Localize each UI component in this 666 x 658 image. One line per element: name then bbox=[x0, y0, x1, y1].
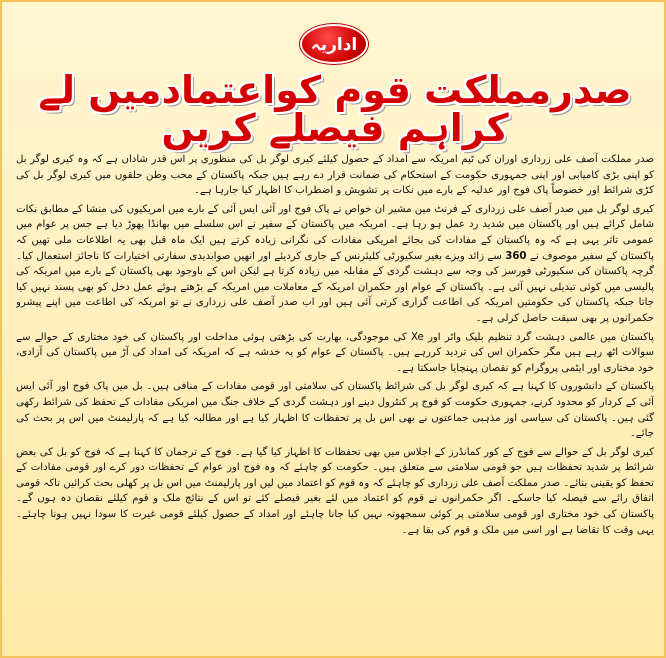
editorial-headline: صدرمملکت قوم کواعتمادمیں لے کراہم فیصلے کریں bbox=[38, 68, 632, 150]
paragraph: کیری لوگر بل کے حوالے سے فوج کے کور کمانڈرز کے اجلاس میں بھی تحفظات کا اظہار کیا گیا ہے۔ فوج کے ترجمان کا کہنا ہے کہ فوج کو بل کی بعض شرائط پر شدید تحفظات ہیں جو قومی سلامتی سے متعلق ہیں۔ حکومت کو چاہئے کہ وہ فوج اور عوام کے تحفظات دور کرے اور قومی مفادات کے تحفظ کو یقینی بنائے۔ صدر مملکت آصف علی زرداری کو چاہئے کہ وہ قوم کو اعتماد میں لیں اور پارلیمنٹ میں اس بل پر کھلی بحث کرائیں تاکہ قومی اتفاق رائے سے فیصلہ کیا جاسکے۔ اگر حکمرانوں نے قوم کو اعتماد میں لئے بغیر فیصلے کئے تو اس کے نتائج ملک و قوم کیلئے نقصان دہ ہوں گے۔ پاکستان کی خود مختاری اور قومی سلامتی پر کوئی سمجھوتہ نہیں کیا جانا چاہئے اور امداد کے حصول کیلئے قومی غیرت کا سودا نہیں ہونا چاہئے۔ یہی وقت کا تقاضا ہے اور اسی میں ملک و قوم کی بقا ہے۔ bbox=[16, 446, 654, 536]
paragraph-part: سے زائد ویزے بغیر سکیورٹی کلیئرنس کے جاری کردیئے اور انھیں صوابدیدی سفارتی اختیارات کا ناجائز استعمال کیا۔ گرچہ پاکستان کی سکیورٹی فورسز کی وجہ سے دہشت گردی کے مقابلہ میں زیادہ کرتا ہے لیکن اس کے باوجود بھی پاکستان کے بارے میں امریکہ کی پالیسی میں کوئی تبدیلی نہیں آئی ہے۔ پاکستان کے عوام اور حکمران امریکہ کے معاملات میں امریکہ کے بڑھتے ہوئے عمل دخل کو بھی پسند نہیں کیا جاتا جبکہ پاکستان کی حکومتیں امریکہ کی اطاعت گزاری کرتی آئی ہیں اور اب صدر آصف علی زرداری نے تو امریکہ کی اطاعت میں اپنے پیشرو حکمرانوں پر بھی سبقت حاصل کرلی ہے۔ bbox=[16, 250, 654, 324]
editorial-badge-label: اداریہ bbox=[310, 34, 358, 55]
paragraph: صدر مملکت آصف علی زرداری اوران کی ٹیم امریکہ سے امداد کے حصول کیلئے کیری لوگر بل کی منظوری پر اس قدر شاداں ہے کہ وہ کیری لوگر بل کو اپنی بڑی کامیابی اور اپنی جمہوری حکومت کے استحکام کی ضمانت قرار دے رہے ہیں جبکہ پاکستان کے محب وطن حلقوں میں کیری لوگر بل کی کڑی شرائط اور خصوصاً پاک فوج اور عدلیہ کے بارے میں نکات پر تشویش و اضطراب کا اظہار کیا جارہا ہے۔ bbox=[16, 154, 654, 197]
visa-count: 360 bbox=[505, 250, 527, 262]
paragraph-part: کیری لوگر بل میں صدر آصف علی زرداری کے فرنٹ مین مشیر ان خواص نے پاک فوج اور آئی ایس آئی کے بارے میں امریکیوں کی منشا کے مطابق نکات شامل کرائے ہیں اور پاکستان میں شدید رد عمل ہو رہا ہے۔ امریکہ میں پاکستان کے سفیر نے اس سلسلے میں بھانڈا پھوڑ دیا ہے جس پر عوام میں عمومی تاثر یہی ہے کہ وہ پاکستان کے مفادات کی بجائے امریکی مفادات کی نگرانی زیادہ کرتے ہیں ایک ماہ قبل بھی یہ اطلاعات ملی تھیں کہ پاکستان کے سفیر موصوف نے bbox=[16, 203, 654, 262]
editorial-badge bbox=[302, 26, 366, 62]
paragraph bbox=[16, 202, 654, 327]
paragraph: پاکستان کے دانشوروں کا کہنا ہے کہ کیری لوگر بل کی شرائط پاکستان کی سلامتی اور قومی مفادات کے منافی ہیں۔ بل میں پاک فوج اور آئی ایس آئی کے کردار کو محدود کرنے، جمہوری حکومت کو فوج پر کنٹرول دینے اور دہشت گردی کے خلاف جنگ میں امریکی مفادات کے تحفظ کی شرائط رکھی گئی ہیں۔ پاکستان کی سیاسی اور مذہبی جماعتوں نے بھی اس بل پر تحفظات کا اظہار کیا ہے اور مطالبہ کیا ہے کہ پارلیمنٹ میں اس پر بحث کی جائے۔ bbox=[16, 381, 654, 440]
editorial-body bbox=[16, 152, 654, 652]
paragraph: پاکستان میں عالمی دہشت گرد تنظیم بلیک واٹر اور Xe کی موجودگی، بھارت کی بڑھتی ہوئی مداخلت اور پاکستان کی خود مختاری کے حوالے سے سوالات اٹھ رہے ہیں مگر حکمران اس کی تردید کررہے ہیں۔ پاکستان کے عوام کو یہ خدشہ ہے کہ امریکہ کی امداد کی آڑ میں پاکستان کی آزادی، خود مختاری اور ایٹمی پروگرام کو نقصان پہنچایا جاسکتا ہے۔ bbox=[16, 331, 654, 374]
